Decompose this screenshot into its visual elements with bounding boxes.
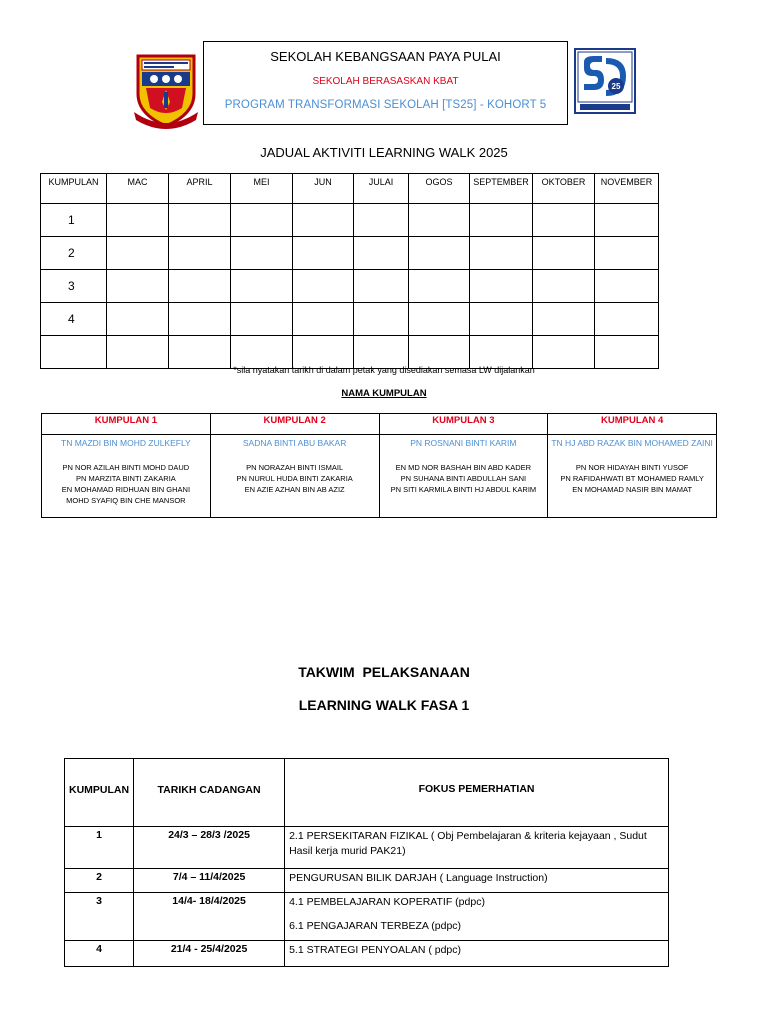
group-name: KUMPULAN 2: [210, 414, 379, 435]
member: PN SITI KARMILA BINTI HJ ABDUL KARIM: [390, 485, 537, 494]
date-cell[interactable]: [533, 237, 595, 270]
date-cell[interactable]: [231, 270, 293, 303]
col-header: JUN: [293, 174, 354, 204]
date-cell[interactable]: [231, 204, 293, 237]
date-cell[interactable]: [169, 303, 231, 336]
fokus-cell: PENGURUSAN BILIK DARJAH ( Language Instruction): [285, 869, 669, 893]
date-cell[interactable]: [293, 237, 354, 270]
tarikh-cell: 14/4- 18/4/2025: [134, 893, 285, 941]
member: PN NOR AZILAH BINTI MOHD DAUD: [62, 463, 190, 472]
date-cell[interactable]: [107, 237, 169, 270]
kumpulan-cell: 3: [65, 893, 134, 941]
kumpulan-cell: 1: [65, 827, 134, 869]
fokus-line: 6.1 PENGAJARAN TERBEZA (pdpc): [289, 920, 462, 932]
date-cell[interactable]: [470, 237, 533, 270]
col-header: NOVEMBER: [595, 174, 659, 204]
school-crest-logo: [132, 52, 200, 130]
school-name: SEKOLAH KEBANGSAAN PAYA PULAI: [270, 49, 501, 64]
group-members: [380, 462, 548, 495]
group-number: 4: [41, 303, 107, 336]
groups-body-row: [42, 435, 717, 518]
member: PN NORAZAH BINTI ISMAIL: [246, 463, 344, 472]
date-cell[interactable]: [169, 270, 231, 303]
kumpulan-cell: 4: [65, 941, 134, 967]
table-row: [65, 827, 669, 869]
member: PN NURUL HUDA BINTI ZAKARIA: [236, 474, 353, 483]
table-row: [65, 869, 669, 893]
date-cell[interactable]: [169, 237, 231, 270]
date-cell[interactable]: [354, 204, 409, 237]
member: EN AZIE AZHAN BIN AB AZIZ: [244, 485, 345, 494]
takwim-table: [64, 758, 669, 967]
table-row: [41, 237, 659, 270]
member: EN MOHAMAD RIDHUAN BIN GHANI: [61, 485, 191, 494]
group-cell: [210, 435, 379, 518]
date-cell[interactable]: [293, 204, 354, 237]
group-members: [42, 462, 210, 506]
schedule-table: [40, 173, 659, 369]
member: PN RAFIDAHWATI BT MOHAMED RAMLY: [560, 474, 704, 483]
group-members: [548, 462, 716, 495]
takwim-title: TAKWIM PELAKSANAAN: [298, 664, 470, 680]
date-cell[interactable]: [595, 204, 659, 237]
group-name: KUMPULAN 3: [379, 414, 548, 435]
kumpulan-cell: 2: [65, 869, 134, 893]
group-cell: [379, 435, 548, 518]
takwim-header-row: [65, 759, 669, 827]
groups-header-row: [42, 414, 717, 435]
date-cell[interactable]: [533, 204, 595, 237]
col-header: FOKUS PEMERHATIAN: [285, 759, 669, 827]
member: MOHD SYAFIQ BIN CHE MANSOR: [66, 496, 186, 505]
groups-title: NAMA KUMPULAN: [341, 388, 427, 399]
col-header: SEPTEMBER: [470, 174, 533, 204]
date-cell[interactable]: [107, 204, 169, 237]
group-members: [211, 462, 379, 495]
table-row: [41, 204, 659, 237]
ts25-logo-text: 25: [611, 82, 621, 91]
date-cell[interactable]: [354, 336, 409, 369]
date-cell[interactable]: [533, 336, 595, 369]
col-header: OKTOBER: [533, 174, 595, 204]
schedule-title-text: JADUAL AKTIVITI LEARNING WALK 2025: [260, 145, 508, 160]
date-cell[interactable]: [169, 336, 231, 369]
group-name: KUMPULAN 1: [42, 414, 211, 435]
table-row: [65, 941, 669, 967]
fokus-cell: 5.1 STRATEGI PENYOALAN ( pdpc): [285, 941, 669, 967]
col-header: APRIL: [169, 174, 231, 204]
col-header: KUMPULAN: [41, 174, 107, 204]
group-leader: TN MAZDI BIN MOHD ZULKEFLY: [61, 438, 191, 448]
group-number: 2: [41, 237, 107, 270]
date-cell[interactable]: [107, 303, 169, 336]
schedule-header-row: [41, 174, 659, 204]
takwim-subtitle: LEARNING WALK FASA 1: [298, 697, 470, 713]
table-row: [41, 303, 659, 336]
col-header: OGOS: [409, 174, 470, 204]
date-cell[interactable]: [169, 204, 231, 237]
col-header: KUMPULAN: [65, 759, 134, 827]
date-cell[interactable]: [595, 270, 659, 303]
date-cell[interactable]: [470, 336, 533, 369]
group-number: 3: [41, 270, 107, 303]
date-cell[interactable]: [470, 204, 533, 237]
date-cell[interactable]: [354, 303, 409, 336]
schedule-note: *sila nyatakan tarikh di dalam petak yang disediakan semasa LW dijalankan: [233, 365, 535, 375]
date-cell[interactable]: [354, 237, 409, 270]
table-row: [65, 893, 669, 941]
date-cell[interactable]: [409, 204, 470, 237]
tarikh-cell: 24/3 – 28/3 /2025: [134, 827, 285, 869]
tarikh-cell: 7/4 – 11/4/2025: [134, 869, 285, 893]
fokus-cell: [285, 893, 669, 941]
group-leader: PN ROSNANI BINTI KARIM: [410, 438, 517, 448]
member: EN MD NOR BASHAH BIN ABD KADER: [395, 463, 532, 472]
date-cell[interactable]: [470, 303, 533, 336]
member: EN MOHAMAD NASIR BIN MAMAT: [572, 485, 693, 494]
date-cell[interactable]: [409, 270, 470, 303]
date-cell[interactable]: [107, 336, 169, 369]
member: PN NOR HIDAYAH BINTI YUSOF: [575, 463, 689, 472]
member: PN MARZITA BINTI ZAKARIA: [75, 474, 176, 483]
group-name: KUMPULAN 4: [548, 414, 717, 435]
school-header-box: [203, 41, 568, 125]
groups-table: [41, 413, 717, 518]
date-cell[interactable]: [595, 303, 659, 336]
table-row: [41, 336, 659, 369]
group-cell: [42, 435, 211, 518]
group-leader: TN HJ ABD RAZAK BIN MOHAMED ZAINI: [551, 438, 713, 448]
date-cell[interactable]: [533, 303, 595, 336]
date-cell[interactable]: [409, 336, 470, 369]
group-number: 1: [41, 204, 107, 237]
date-cell[interactable]: [293, 336, 354, 369]
col-header: MAC: [107, 174, 169, 204]
group-cell: [548, 435, 717, 518]
fokus-cell: 2.1 PERSEKITARAN FIZIKAL ( Obj Pembelajaran & kriteria kejayaan , Sudut Hasil kerja murid PAK21): [285, 827, 669, 869]
tarikh-cell: 21/4 - 25/4/2025: [134, 941, 285, 967]
date-cell[interactable]: [231, 303, 293, 336]
date-cell[interactable]: [293, 303, 354, 336]
date-cell[interactable]: [595, 336, 659, 369]
ts25-logo: [574, 48, 636, 114]
fokus-line: 4.1 PEMBELAJARAN KOPERATIF (pdpc): [289, 896, 485, 908]
col-header: TARIKH CADANGAN: [134, 759, 285, 827]
date-cell[interactable]: [470, 270, 533, 303]
table-row: [41, 270, 659, 303]
col-header: MEI: [231, 174, 293, 204]
date-cell[interactable]: [293, 270, 354, 303]
program-label: PROGRAM TRANSFORMASI SEKOLAH [TS25] - KOHORT 5: [224, 99, 547, 111]
date-cell[interactable]: [595, 237, 659, 270]
schedule-title: [0, 145, 768, 160]
col-header: JULAI: [354, 174, 409, 204]
date-cell[interactable]: [409, 303, 470, 336]
group-number: [41, 336, 107, 369]
date-cell[interactable]: [107, 270, 169, 303]
date-cell[interactable]: [409, 237, 470, 270]
date-cell[interactable]: [354, 270, 409, 303]
date-cell[interactable]: [231, 237, 293, 270]
group-leader: SADNA BINTI ABU BAKAR: [242, 438, 347, 448]
date-cell[interactable]: [231, 336, 293, 369]
date-cell[interactable]: [533, 270, 595, 303]
kbat-label: SEKOLAH BERASASKAN KBAT: [312, 76, 459, 87]
member: PN SUHANA BINTI ABDULLAH SANI: [400, 474, 527, 483]
